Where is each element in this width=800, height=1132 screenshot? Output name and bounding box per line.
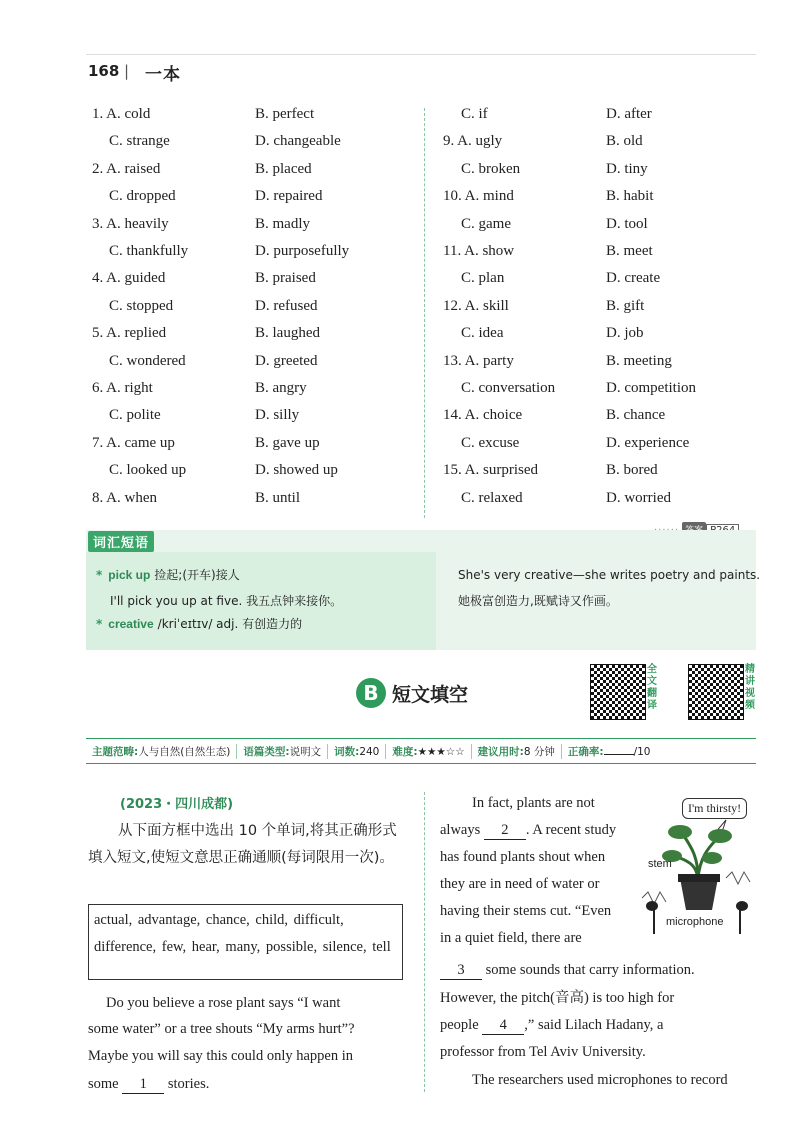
passage-line: they are in need of water or xyxy=(440,876,600,892)
section-title: 短文填空 xyxy=(392,683,469,706)
time-info: 建议用时:8 分钟 xyxy=(472,744,562,759)
option-right: B. angry xyxy=(255,380,307,396)
instruction-text: 从下面方框中选出 10 个单词,将其正确形式填入短文,使短文意思正确通顺(每词限用一次)。 xyxy=(88,823,397,866)
passage-line: some 1 stories. xyxy=(88,1076,210,1092)
header-separator: | xyxy=(124,62,130,80)
theme-info: 主题范畴:人与自然(自然生态) xyxy=(86,744,237,759)
blank-3[interactable]: 3 xyxy=(440,961,482,980)
section-badge: B xyxy=(356,678,386,708)
brand-logo: 一本 xyxy=(145,65,181,85)
vocab-definition: /kriˈeɪtɪv/ adj. 有创造力的 xyxy=(157,617,303,631)
option-left: C. polite xyxy=(109,407,161,424)
option-left: 10. A. mind xyxy=(443,188,514,205)
star-icon: * xyxy=(96,568,103,582)
genre-info: 语篇类型:说明文 xyxy=(237,744,328,759)
option-right: B. laughed xyxy=(255,325,320,342)
option-left: 13. A. party xyxy=(443,352,514,369)
passage-line: people 4 ,” said Lilach Hadany, a xyxy=(440,1017,664,1033)
option-left: C. plan xyxy=(461,270,505,287)
qr-code-translation[interactable] xyxy=(590,664,646,720)
option-left: C. relaxed xyxy=(461,489,523,506)
option-left: 7. A. came up xyxy=(92,434,175,451)
column-divider xyxy=(424,792,425,1092)
option-left: 8. A. when xyxy=(92,489,157,506)
option-right: D. tiny xyxy=(606,160,648,177)
option-right: B. old xyxy=(606,133,643,150)
star-icon: * xyxy=(96,617,103,631)
option-right: D. repaired xyxy=(255,188,323,205)
vocab-example-cn: 她极富创造力,既赋诗又作画。 xyxy=(458,594,618,608)
option-right: D. job xyxy=(606,325,644,342)
option-right: D. create xyxy=(606,270,661,287)
option-right: B. until xyxy=(255,489,301,506)
option-left: C. excuse xyxy=(461,434,520,451)
passage-line: has found plants shout when xyxy=(440,849,606,865)
option-right: D. experience xyxy=(606,434,690,451)
vocab-headword: creative xyxy=(108,617,154,631)
option-right: D. greeted xyxy=(255,352,318,369)
top-rule xyxy=(86,54,756,55)
option-left: C. stopped xyxy=(109,297,174,314)
option-right: D. refused xyxy=(255,297,318,314)
option-left: 14. A. choice xyxy=(443,407,523,424)
vocab-item-pick-up xyxy=(96,566,240,583)
source-label: (2023・四川成都) xyxy=(120,797,234,812)
option-left: C. idea xyxy=(461,325,504,342)
vocab-example-en: She's very creative—she writes poetry and paints. xyxy=(458,568,761,582)
option-right: D. worried xyxy=(606,489,671,506)
option-left: 4. A. guided xyxy=(92,270,166,287)
accuracy-info: 正确率: /10 xyxy=(567,745,651,758)
passage-line: Do you believe a rose plant says “I want xyxy=(106,995,341,1011)
option-left: C. broken xyxy=(461,160,521,177)
speech-bubble: I'm thirsty! xyxy=(682,798,747,819)
option-left: 1. A. cold xyxy=(92,106,151,122)
option-left: C. conversation xyxy=(461,380,556,396)
option-right: B. perfect xyxy=(255,106,315,122)
option-right: B. habit xyxy=(606,188,654,205)
section-heading xyxy=(356,678,468,708)
option-right: B. gave up xyxy=(255,434,320,451)
vocab-title: 词汇短语 xyxy=(88,531,154,552)
option-left: 6. A. right xyxy=(92,380,153,396)
option-left: 12. A. skill xyxy=(443,297,509,314)
option-left: 2. A. raised xyxy=(92,160,161,177)
option-left: C. thankfully xyxy=(109,243,189,259)
option-right: D. silly xyxy=(255,407,300,424)
accuracy-input[interactable] xyxy=(604,744,634,755)
option-right: B. bored xyxy=(606,462,658,479)
option-left: C. strange xyxy=(109,133,170,150)
option-right: D. purposefully xyxy=(255,243,350,259)
options-divider xyxy=(424,108,425,518)
qr-caption-video: 精 讲 视 频 xyxy=(745,664,755,711)
option-right: B. chance xyxy=(606,407,666,424)
option-right: D. showed up xyxy=(255,462,338,479)
blank-2[interactable]: 2 xyxy=(484,821,526,840)
stem-label: stem xyxy=(648,858,672,870)
option-left: C. game xyxy=(461,215,511,232)
page-number: 168 xyxy=(88,62,120,80)
option-left: 5. A. replied xyxy=(92,325,167,342)
option-left: 9. A. ugly xyxy=(443,133,503,150)
passage-line: some water” or a tree shouts “My arms hurt”? xyxy=(88,1021,355,1037)
option-left: C. looked up xyxy=(109,462,187,479)
option-right: D. changeable xyxy=(255,133,341,150)
vocab-item-creative xyxy=(96,615,302,632)
vocab-definition: 捡起;(开车)接人 xyxy=(154,568,240,582)
option-right: B. praised xyxy=(255,270,316,287)
option-right: B. gift xyxy=(606,297,645,314)
passage-line: In fact, plants are not xyxy=(472,795,595,811)
option-right: B. placed xyxy=(255,160,312,177)
passage-line: Maybe you will say this could only happen in xyxy=(88,1048,353,1064)
blank-1[interactable]: 1 xyxy=(122,1075,164,1094)
passage-line: having their stems cut. “Even xyxy=(440,903,612,919)
option-left: 3. A. heavily xyxy=(92,215,169,232)
passage-line: professor from Tel Aviv University. xyxy=(440,1044,646,1060)
blank-4[interactable]: 4 xyxy=(482,1016,524,1035)
option-right: B. meeting xyxy=(606,352,672,369)
info-bar xyxy=(86,738,756,764)
option-left: C. wondered xyxy=(109,352,186,369)
option-left: C. dropped xyxy=(109,188,176,205)
passage-line: However, the pitch(音高) is too high for xyxy=(440,990,675,1006)
option-left: 15. A. surprised xyxy=(443,462,538,479)
word-count-info: 词数:240 xyxy=(328,744,386,759)
option-left: C. if xyxy=(461,106,488,122)
option-right: D. competition xyxy=(606,380,696,396)
vocab-example: I'll pick you up at five. 我五点钟来接你。 xyxy=(110,594,343,608)
difficulty-info: 难度:★★★☆☆ xyxy=(386,744,471,759)
passage-line: 3 some sounds that carry information. xyxy=(440,957,695,984)
option-right: B. meet xyxy=(606,243,653,259)
qr-code-video[interactable] xyxy=(688,664,744,720)
vocab-headword: pick up xyxy=(108,568,151,582)
passage-line: always 2 . A recent study xyxy=(440,822,617,838)
option-right: D. tool xyxy=(606,215,648,232)
passage-line: in a quiet field, there are xyxy=(440,930,582,946)
option-right: D. after xyxy=(606,106,652,122)
option-left: 11. A. show xyxy=(443,243,515,259)
qr-caption-translation: 全 文 翻 译 xyxy=(647,664,657,711)
word-bank: actual, advantage, chance, child, difficult, difference, few, hear, many, possible, silence, tell xyxy=(88,904,403,980)
passage-line: The researchers used microphones to record xyxy=(472,1072,728,1088)
microphone-label: microphone xyxy=(666,916,724,928)
option-right: B. madly xyxy=(255,215,310,232)
